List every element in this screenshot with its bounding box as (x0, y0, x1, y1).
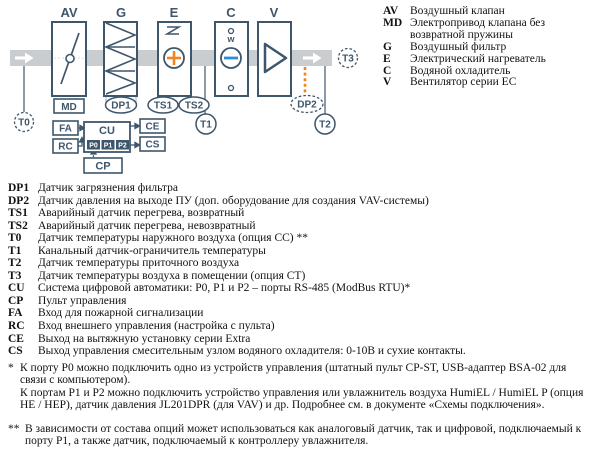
abbr-desc: Вход внешнего управления (настройка с пульта) (38, 320, 275, 333)
abbr-desc: Пульт управления (38, 294, 127, 307)
input-fa (53, 121, 78, 135)
footnote-paragraph: К портам P1 и P2 можно подключить устройство управления или увлажнитель воздуха HumiEL / HumiEL P (опция HE / HEP), датчик давления JL201DPR (для VAV) и др. Подробнее см. в документе «Схемы подключения». (20, 386, 584, 412)
label-md: MD (61, 102, 77, 113)
label-dp2: DP2 (297, 99, 317, 111)
ahu-diagram (0, 0, 372, 180)
label-p0: P0 (89, 142, 98, 150)
legend-code: E (383, 52, 391, 65)
output-ce (140, 119, 165, 133)
abbr-code: FA (8, 307, 23, 320)
legend-desc: Электрический нагреватель (410, 52, 546, 65)
abbr-desc: Аварийный датчик перегрева, возвратный (38, 207, 245, 220)
abbr-code: TS1 (8, 207, 28, 220)
abbr-desc: Датчик температуры воздуха в помещении (опция СТ) (38, 269, 306, 282)
abbr-desc: Датчик температуры приточного воздуха (38, 257, 240, 270)
abbr-desc: Аварийный датчик перегрева, невозвратный (38, 219, 256, 232)
abbr-row (8, 270, 596, 283)
abbr-code: CE (8, 332, 24, 345)
label-e: E (169, 5, 179, 20)
abbr-code: T1 (8, 244, 22, 257)
abbr-row (8, 295, 596, 308)
legend-row (383, 18, 595, 42)
sensor-dp1 (106, 97, 137, 113)
label-ce: CE (145, 121, 160, 133)
abbr-code: RC (8, 320, 25, 333)
abbr-code: T0 (8, 232, 22, 245)
abbr-row (8, 307, 596, 320)
label-g: G (115, 5, 127, 20)
label-t1: T1 (200, 119, 212, 131)
footnote-paragraph: В зависимости от состава опций может использоваться как аналоговый датчик, так и цифровой, подключаемый к порту P1, а также датчик, подключаемый к контроллеру увлажнителя. (25, 422, 582, 448)
abbr-desc: Выход на вытяжную установку серии Extra (38, 332, 251, 345)
abbr-row (8, 195, 596, 208)
abbreviation-list (8, 182, 596, 358)
legend-code: G (383, 40, 392, 53)
abbr-desc: Система цифровой автоматики: P0, P1 и P2 – порты RS-485 (ModBus RTU)* (38, 282, 411, 295)
footnote-2 (8, 423, 586, 448)
legend-code: AV (383, 5, 399, 17)
component-e-heater (158, 5, 191, 96)
abbr-code: CP (8, 294, 24, 307)
label-ts1: TS1 (153, 100, 173, 112)
damper-axis-icon (66, 55, 74, 63)
legend-desc: Электропривод клапана без возвратной пружины (410, 16, 546, 41)
component-legend (383, 6, 595, 89)
abbr-row (8, 282, 596, 295)
label-t0: T0 (18, 117, 30, 129)
label-c: C (226, 5, 236, 20)
label-t3: T3 (342, 53, 354, 65)
component-c-cooler (215, 5, 248, 96)
legend-row (383, 54, 595, 66)
component-g-filter (104, 5, 137, 96)
abbr-desc: Выход управления смесительным узлом водяного охладителя: 0-10В и сухие контакты. (38, 345, 466, 358)
legend-desc: Воздушный фильтр (410, 40, 507, 53)
legend-code: V (383, 76, 392, 89)
input-rc (53, 139, 78, 153)
sensor-ts1 (148, 97, 178, 113)
abbr-row (8, 232, 596, 245)
footnote-body (25, 423, 586, 448)
label-p2: P2 (118, 142, 127, 150)
sensor-t1 (196, 114, 216, 134)
label-p1: P1 (103, 142, 113, 150)
legend-desc: Воздушный клапан (410, 5, 505, 17)
legend-row (383, 42, 595, 54)
legend-desc: Вентилятор серии EC (410, 76, 517, 89)
component-md-actuator (54, 99, 84, 113)
label-w: w (227, 34, 235, 44)
label-dp1: DP1 (111, 100, 131, 112)
label-fa: FA (59, 123, 72, 135)
abbr-code: CS (8, 345, 23, 358)
footnote-1 (8, 362, 586, 412)
abbr-row (8, 320, 596, 333)
sensor-dp2 (291, 96, 323, 113)
abbr-row (8, 333, 596, 346)
label-t2: T2 (319, 119, 331, 131)
footnotes (8, 362, 586, 447)
abbr-desc: Датчик загрязнения фильтра (38, 182, 178, 194)
abbr-code: T3 (8, 269, 22, 282)
sensor-t0 (15, 113, 34, 132)
abbr-code: DP1 (8, 182, 30, 194)
legend-row (383, 77, 595, 89)
component-av-damper (52, 5, 86, 96)
abbr-row (8, 220, 596, 233)
abbr-code: DP2 (8, 194, 30, 207)
footnote-marker: ** (8, 422, 20, 435)
label-cs: CS (145, 139, 160, 151)
legend-desc: Водяной охладитель (410, 64, 511, 77)
sensor-t2 (315, 114, 335, 134)
label-v: V (269, 5, 279, 20)
label-rc: RC (58, 141, 73, 153)
control-panel-cp (84, 158, 122, 173)
abbr-row (8, 207, 596, 220)
footnote-marker: * (8, 362, 14, 374)
abbr-desc: Канальный датчик-ограничитель температуры (38, 244, 266, 257)
sensor-t3 (339, 49, 358, 68)
footnote-body (20, 362, 586, 412)
abbr-row (8, 245, 596, 258)
abbr-desc: Вход для пожарной сигнализации (38, 307, 204, 320)
label-cu: CU (99, 125, 115, 137)
abbr-desc: Датчик температуры наружного воздуха (опция СС) ** (38, 232, 309, 245)
abbr-code: CU (8, 282, 25, 295)
abbr-code: T2 (8, 257, 22, 270)
legend-code: C (383, 64, 392, 77)
legend-code: MD (383, 16, 403, 29)
label-av: AV (60, 5, 78, 20)
label-cp: CP (95, 160, 111, 173)
abbr-row (8, 182, 596, 195)
output-cs (140, 137, 165, 151)
controller-cu (84, 122, 130, 152)
sensor-ts2 (179, 97, 209, 113)
abbr-desc: Датчик давления на выходе ПУ (доп. оборудование для создания VAV-системы) (38, 194, 429, 207)
abbr-code: TS2 (8, 219, 28, 232)
abbr-row (8, 345, 596, 358)
abbr-row (8, 257, 596, 270)
footnote-paragraph: К порту P0 можно подключить одно из устройств управления (штатный пульт CP-ST, USB-адаптер BSA-02 для связи с компьютером). (20, 362, 567, 387)
label-ts2: TS2 (184, 100, 204, 112)
component-v-fan (258, 5, 291, 96)
